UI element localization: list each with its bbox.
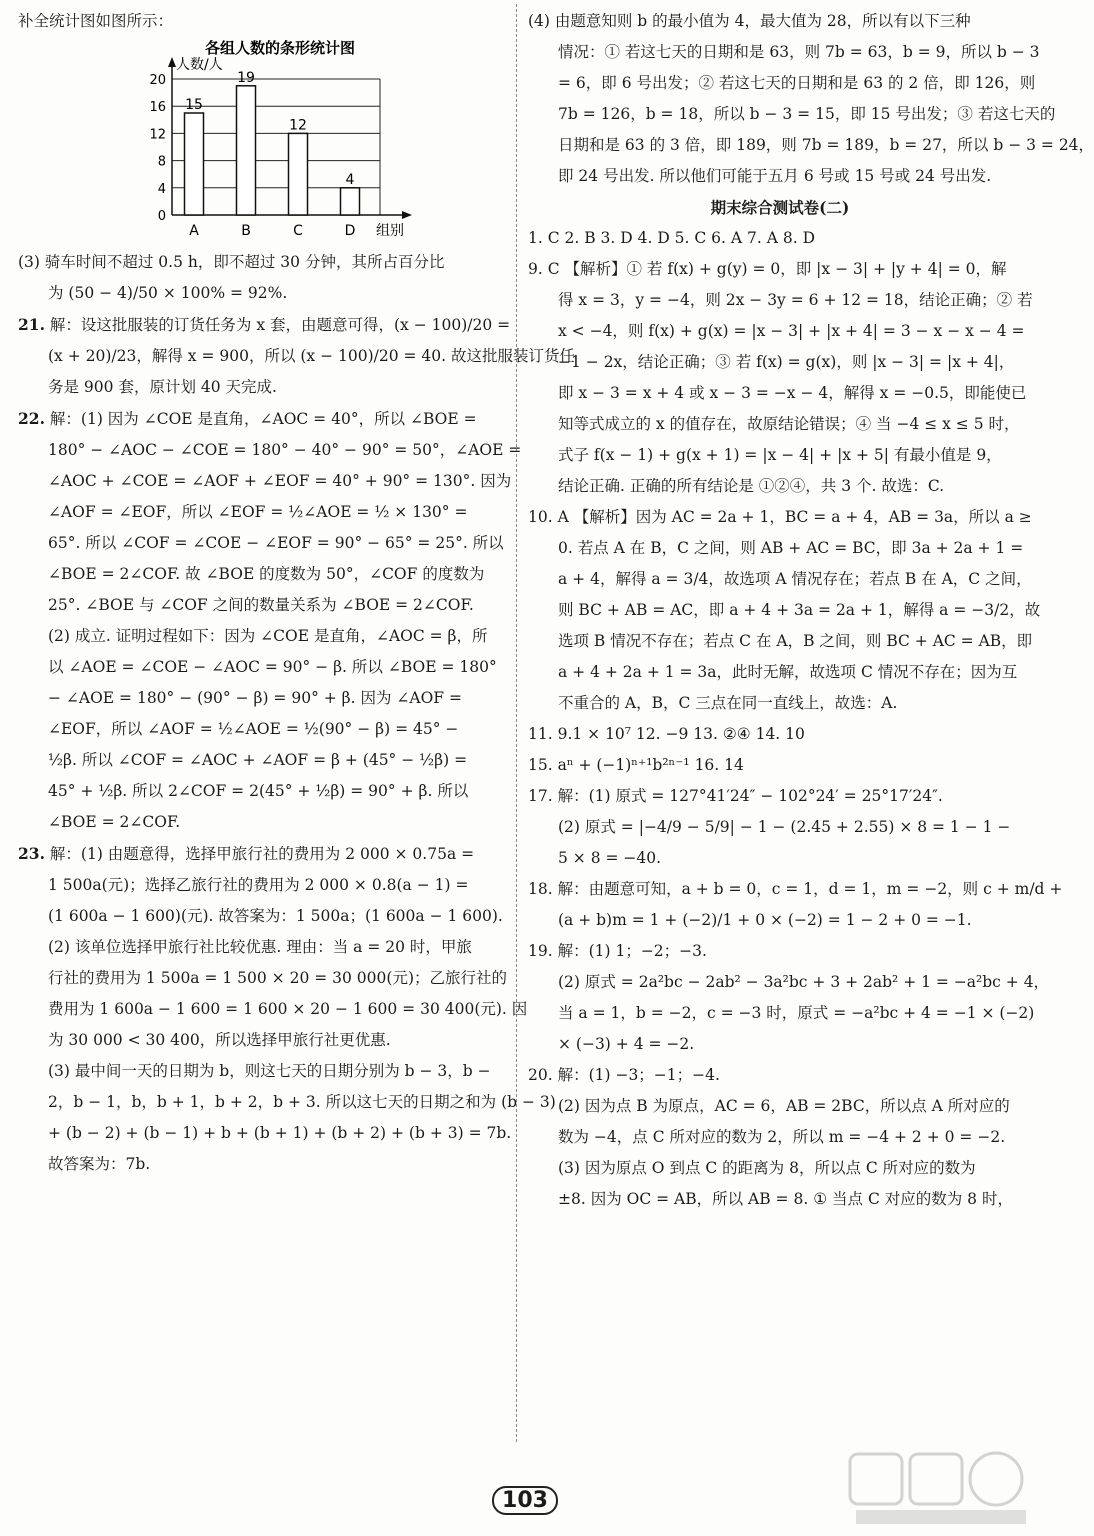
watermark-logo <box>846 1448 1036 1528</box>
left-problems <box>18 309 575 1180</box>
solution-line: a + 4，解得 a = 3/4，故选项 A 情况存在；若点 B 在 A，C 之间， <box>558 570 1032 588</box>
solution-line: (x + 20)/23，解得 x = 900，所以 (x − 100)/20 = 40. 故这批服装订货任 <box>48 347 575 365</box>
problem-17 <box>528 781 1032 874</box>
solution-line: 9. C 【解析】① 若 f(x) + g(y) = 0，即 |x − 3| + |y + 4| = 0，解 <box>528 260 1007 278</box>
chart-followup-line: (3) 骑车时间不超过 0.5 h，即不超过 30 分钟，其所占百分比 <box>18 253 445 271</box>
solution-line: 情况：① 若这七天的日期和是 63，则 7b = 63，b = 9，所以 b − 3 <box>558 43 1040 61</box>
solution-line: + (b − 2) + (b − 1) + b + (b + 1) + (b + 2) + (b + 3) = 7b. <box>48 1124 512 1142</box>
solution-line: ∠EOF，所以 ∠AOF = ½∠AOE = ½(90° − β) = 45° − <box>48 720 459 738</box>
right-column <box>528 6 1094 1215</box>
column-divider <box>516 4 517 1442</box>
problem-10 <box>528 502 1041 719</box>
solution-line: (2) 成立. 证明过程如下：因为 ∠COE 是直角，∠AOC = β，所 <box>48 627 488 645</box>
problem-21 <box>18 309 575 403</box>
solution-line: 2，b − 1，b，b + 1，b + 2，b + 3. 所以这七天的日期之和为 (b − 3) <box>48 1093 556 1111</box>
problem-number: 22. <box>18 409 45 428</box>
solution-line: (a + b)m = 1 + (−2)/1 + 0 × (−2) = 1 − 2 + 0 = −1. <box>558 911 972 929</box>
solution-line: 当 a = 1，b = −2，c = −3 时，原式 = −a²bc + 4 = −1 × (−2) <box>558 1004 1035 1022</box>
solution-line: 11. 9.1 × 10⁷ 12. −9 13. ②④ 14. 10 <box>528 725 805 743</box>
solution-line: × (−3) + 4 = −2. <box>558 1035 695 1053</box>
x-tick-label: B <box>241 223 251 239</box>
solution-line <box>18 403 510 435</box>
solution-line: 180° − ∠AOC − ∠COE = 180° − 40° − 90° = 50°，∠AOE = <box>48 441 522 459</box>
solution-line: 25°. ∠BOE 与 ∠COF 之间的数量关系为 ∠BOE = 2∠COF. <box>48 596 474 614</box>
solution-line: 为 30 000 < 30 400，所以选择甲旅行社更优惠. <box>48 1031 391 1049</box>
solution-line: 数为 −4，点 C 所对应的数为 2，所以 m = −4 + 2 + 0 = −2. <box>558 1128 1006 1146</box>
x-axis-label: 组别 <box>376 223 404 239</box>
solution-line: 7b = 126，b = 18，所以 b − 3 = 15，即 15 号出发；③ 若这七天的 <box>558 105 1056 123</box>
solution-line: x < −4，则 f(x) + g(x) = |x − 3| + |x + 4| = 3 − x − x − 4 = <box>558 322 1025 340</box>
bar <box>185 113 204 215</box>
problem-18 <box>528 874 1063 936</box>
choice-answers: 1. C 2. B 3. D 4. D 5. C 6. A 7. A 8. D <box>528 229 815 247</box>
solution-line: (2) 原式 = |−4/9 − 5/9| − 1 − (2.45 + 2.55) × 8 = 1 − 1 − <box>558 818 1011 836</box>
solution-line: 得 x = 3，y = −4，则 2x − 3y = 6 + 12 = 18，结论正确；② 若 <box>558 291 1033 309</box>
solution-line: 选项 B 情况不存在；若点 C 在 A，B 之间，则 BC + AC = AB，即 <box>558 632 1033 650</box>
solution-line: 费用为 1 600a − 1 600 = 1 600 × 20 − 1 600 = 30 400(元). 因 <box>48 1000 528 1018</box>
bar <box>289 133 308 215</box>
solution-text: 解：设这批服装的订货任务为 x 套，由题意可得，(x − 100)/20 = <box>49 316 511 334</box>
y-tick-label: 4 <box>157 181 166 197</box>
solution-line: 结论正确. 正确的所有结论是 ①②④，共 3 个. 故选：C. <box>558 477 945 495</box>
bar-value-label: 15 <box>185 97 203 113</box>
solution-line: 1 500a(元)；选择乙旅行社的费用为 2 000 × 0.8(a − 1) = <box>48 876 469 894</box>
x-tick-label: C <box>293 223 303 239</box>
solution-line: (3) 最中间一天的日期为 b，则这七天的日期分别为 b − 3，b − <box>48 1062 491 1080</box>
chart-followup-line: 为 (50 − 4)/50 × 100% = 92%. <box>48 284 288 302</box>
solution-line: (1 600a − 1 600)(元). 故答案为：1 500a；(1 600a − 1 600). <box>48 907 503 925</box>
chart-followup <box>18 247 510 309</box>
solution-line: ∠AOC + ∠COE = ∠AOF + ∠EOF = 40° + 90° = 130°. 因为 <box>48 472 512 490</box>
solution-line: 行社的费用为 1 500a = 1 500 × 20 = 30 000(元)；乙旅行社的 <box>48 969 507 987</box>
y-tick-label: 20 <box>149 73 166 88</box>
x-tick-label: A <box>189 223 199 239</box>
solution-text: 解：(1) 因为 ∠COE 是直角，∠AOC = 40°，所以 ∠BOE = <box>49 410 477 428</box>
y-axis-arrow-icon <box>168 57 176 67</box>
solution-line <box>18 838 510 870</box>
fill-in-answers <box>528 719 1032 781</box>
bar-chart <box>18 37 510 247</box>
solution-line: (2) 原式 = 2a²bc − 2ab² − 3a²bc + 3 + 2ab² + 1 = −a²bc + 4， <box>558 973 1050 991</box>
solution-line: 务是 900 套，原计划 40 天完成. <box>48 378 277 396</box>
solution-line: 65°. 所以 ∠COF = ∠COE − ∠EOF = 90° − 65° = 25°. 所以 <box>48 534 504 552</box>
bar-chart-svg <box>114 37 444 243</box>
solution-line: (3) 因为原点 O 到点 C 的距离为 8，所以点 C 所对应的数为 <box>558 1159 976 1177</box>
solution-line: 以 ∠AOE = ∠COE − ∠AOC = 90° − β. 所以 ∠BOE = 180° <box>48 658 497 676</box>
solution-line: (4) 由题意知则 b 的最小值为 4，最大值为 28，所以有以下三种 <box>528 12 971 30</box>
solution-line: − ∠AOE = 180° − (90° − β) = 90° + β. 因为 ∠AOF = <box>48 689 462 707</box>
solution-line: 即 x − 3 = x + 4 或 x − 3 = −x − 4，解得 x = −0.5，即能使已 <box>558 384 1027 402</box>
solution-line: 日期和是 63 的 3 倍，即 189，则 7b = 189，b = 27，所以 b − 3 = 24， <box>558 136 1094 154</box>
solution-line: (2) 因为点 B 为原点，AC = 6，AB = 2BC，所以点 A 所对应的 <box>558 1097 1010 1115</box>
chart-title: 各组人数的条形统计图 <box>204 39 356 57</box>
solution-line: 知等式成立的 x 的值存在，故原结论错误；④ 当 −4 ≤ x ≤ 5 时， <box>558 415 1020 433</box>
solution-text: 解：(1) 由题意得，选择甲旅行社的费用为 2 000 × 0.75a = <box>49 845 475 863</box>
problem-23 <box>18 838 556 1180</box>
y-tick-label: 8 <box>157 154 166 170</box>
solution-line: = 6，即 6 号出发；② 若这七天的日期和是 63 的 2 倍，即 126，则 <box>558 74 1036 92</box>
problem-19 <box>528 936 1050 1060</box>
solution-line: 即 24 号出发. 所以他们可能于五月 6 号或 15 号或 24 号出发. <box>558 167 992 185</box>
solution-line: 5 × 8 = −40. <box>558 849 662 867</box>
test-title: 期末综合测试卷(二) <box>710 198 850 217</box>
bar <box>237 86 256 215</box>
y-tick-label: 12 <box>149 127 166 143</box>
x-axis-arrow-icon <box>402 211 412 219</box>
solution-line: 10. A 【解析】因为 AC = 2a + 1，BC = a + 4，AB = 3a，所以 a ≥ <box>528 508 1032 526</box>
solution-line: ½β. 所以 ∠COF = ∠AOC + ∠AOF = β + (45° − ½β) = <box>48 751 468 769</box>
x-tick-label: D <box>344 223 356 239</box>
bar-value-label: 4 <box>345 171 355 188</box>
solution-line: 则 BC + AB = AC，即 a + 4 + 3a = 2a + 1，解得 a = −3/2，故 <box>558 601 1041 619</box>
solution-line: 故答案为：7b. <box>48 1155 151 1173</box>
solution-line: 17. 解：(1) 原式 = 127°41′24″ − 102°24′ = 25°17′24″. <box>528 787 943 805</box>
solution-line: 19. 解：(1) 1；−2；−3. <box>528 942 707 960</box>
problem-20 <box>528 1060 1032 1215</box>
problem-22 <box>18 403 522 838</box>
problem-number: 21. <box>18 315 45 334</box>
left-column <box>18 6 575 1180</box>
solution-line: 18. 解：由题意可知，a + b = 0，c = 1，d = 1，m = −2，则 c + m/d + <box>528 880 1063 898</box>
bar-value-label: 19 <box>237 69 255 86</box>
problem-23-continued <box>528 6 1094 192</box>
solution-line: (2) 该单位选择甲旅行社比较优惠. 理由：当 a = 20 时，甲旅 <box>48 938 472 956</box>
bar-value-label: 12 <box>289 117 307 134</box>
solution-line: 不重合的 A，B，C 三点在同一直线上，故选：A. <box>558 694 898 712</box>
solution-line: 式子 f(x − 1) + g(x + 1) = |x − 4| + |x + 5| 有最小值是 9， <box>558 446 1002 464</box>
problem-number: 23. <box>18 844 45 863</box>
y-tick-label: 0 <box>157 209 166 224</box>
y-tick-label: 16 <box>149 100 166 116</box>
solution-line: 15. aⁿ + (−1)ⁿ⁺¹b²ⁿ⁻¹ 16. 14 <box>528 756 744 774</box>
bar <box>341 188 360 215</box>
solution-line: 20. 解：(1) −3；−1；−4. <box>528 1066 720 1084</box>
solution-line: 0. 若点 A 在 B，C 之间，则 AB + AC = BC，即 3a + 2a + 1 = <box>558 539 1024 557</box>
solution-line: a + 4 + 2a + 1 = 3a，此时无解，故选项 C 情况不存在；因为互 <box>558 663 1018 681</box>
solution-line <box>18 309 510 341</box>
solution-line: ±8. 因为 OC = AB，所以 AB = 8. ① 当点 C 对应的数为 8 时， <box>558 1190 1013 1208</box>
solution-line: 45° + ½β. 所以 2∠COF = 2(45° + ½β) = 90° + β. 所以 <box>48 782 469 800</box>
chart-intro: 补全统计图如图所示： <box>18 12 174 30</box>
solution-line: ∠BOE = 2∠COF. <box>48 813 181 831</box>
solution-line: ∠AOF = ∠EOF，所以 ∠EOF = ½∠AOE = ½ × 130° = <box>48 503 468 521</box>
y-axis-label: 人数/人 <box>176 57 223 73</box>
problem-9 <box>528 254 1032 502</box>
solution-line: −1 − 2x，结论正确；③ 若 f(x) = g(x)，则 |x − 3| = |x + 4|， <box>558 353 1015 371</box>
solution-line: ∠BOE = 2∠COF. 故 ∠BOE 的度数为 50°，∠COF 的度数为 <box>48 565 485 583</box>
page-number: 103 <box>492 1486 558 1515</box>
